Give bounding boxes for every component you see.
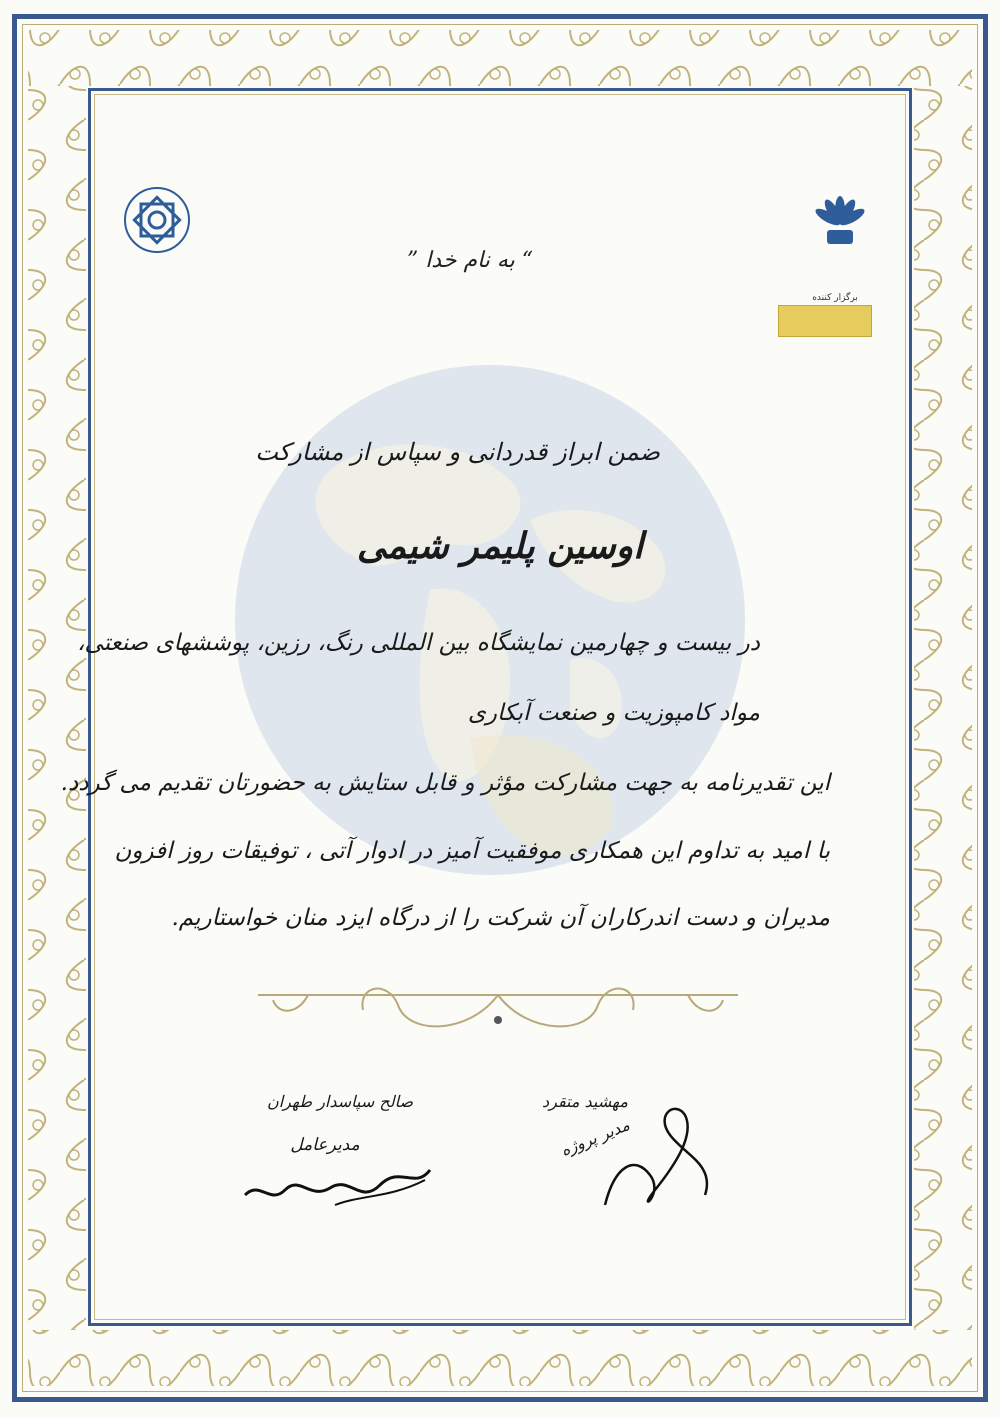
trade-promotion-logo (112, 180, 202, 264)
right-signatory-title: مدیر پروژه (557, 1115, 633, 1160)
bismillah-heading: “ به نام خدا ” (406, 248, 534, 273)
organizer-logo (778, 305, 872, 337)
body-line-1: در بیست و چهارمین نمایشگاه بین المللی رنگ، رزین، پوششهای صنعتی، (77, 630, 760, 656)
iran-exhibition-logo (790, 190, 890, 254)
left-signatory-name: صالح سپاسدار طهران (266, 1092, 414, 1111)
organizer-label: برگزار کننده (812, 293, 858, 303)
body-line-4: با امید به تداوم این همکاری موفقیت آمیز در ادوار آتی ، توفیقات روز افزون (114, 838, 830, 864)
decorative-divider (248, 975, 748, 1045)
intro-line: ضمن ابراز قدردانی و سپاس از مشارکت (255, 438, 660, 466)
left-signatory-title: مدیرعامل (290, 1135, 360, 1155)
right-signature-scribble (575, 1095, 725, 1225)
recipient-name: اوسین پلیمر شیمی (356, 525, 644, 567)
body-line-2: مواد کامپوزیت و صنعت آبکاری (467, 700, 760, 726)
body-line-5: مدیران و دست اندرکاران آن شرکت را از درگاه ایزد منان خواستاریم. (171, 905, 830, 931)
left-signature-scribble (240, 1150, 440, 1220)
body-line-3: این تقدیرنامه به جهت مشارکت مؤثر و قابل ستایش به حضورتان تقدیم می گردد. (60, 770, 830, 796)
knot-emblem-icon (117, 180, 197, 260)
right-signatory-name: مهشید متقرد (542, 1092, 628, 1111)
fan-emblem-icon (805, 190, 875, 250)
